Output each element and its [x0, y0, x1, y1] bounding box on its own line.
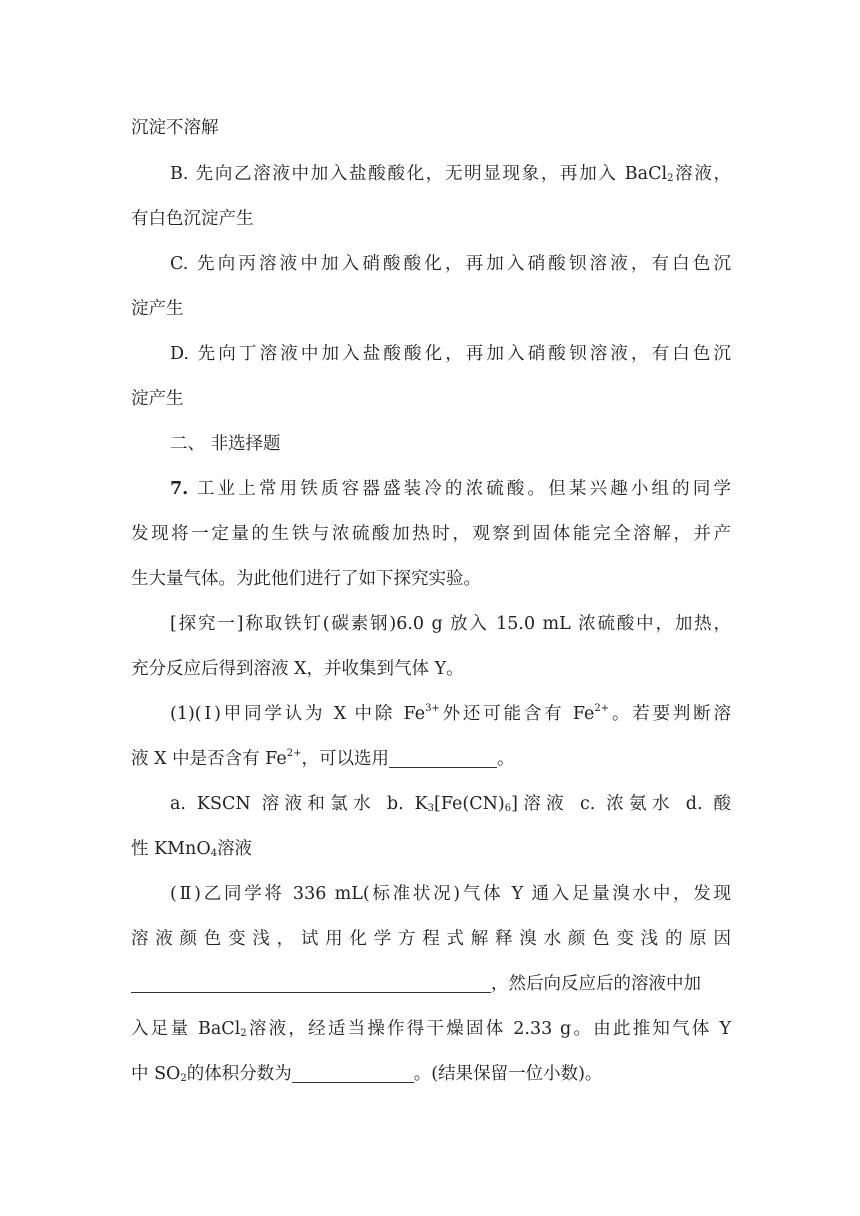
choices-line2: 性 KMnO$_4$溶液: [131, 839, 253, 859]
option-c-line1: C. 先向丙溶液中加入硝酸酸化，再加入硝酸钡溶液，有白色沉: [170, 254, 731, 274]
question-7-line3: 生大量气体。为此他们进行了如下探究实验。: [131, 569, 481, 589]
part1-line1: (1)(Ⅰ)甲同学认为 X 中除 $Fe^{3+}$外还可能含有 $Fe^{2+}$。若要判断溶: [170, 703, 731, 724]
part2-line4: 入足量 BaCl$_2$溶液，经适当操作得干燥固体 2.33 g。由此推知气体 Y: [131, 1019, 731, 1039]
option-d-line1: D. 先向丁溶液中加入盐酸酸化，再加入硝酸钡溶液，有白色沉: [170, 344, 731, 364]
answer-blank-1[interactable]: [389, 747, 497, 768]
explore-line1: [探究一]称取铁钉(碳素钢)6.0 g 放入 15.0 mL 浓硫酸中，加热，: [170, 614, 731, 634]
option-d-line2: 淀产生: [131, 389, 184, 409]
answer-blank-3[interactable]: [292, 1062, 414, 1083]
answer-blank-2[interactable]: [131, 972, 491, 993]
choices-line1: a. KSCN 溶液和氯水 b. $K_3[Fe(CN)_6]$溶液 c. 浓氨水 d. 酸: [170, 794, 731, 814]
part2-line1: (Ⅱ)乙同学将 336 mL(标准状况)气体 Y 通入足量溴水中，发现: [170, 884, 731, 904]
option-c-line2: 淀产生: [131, 299, 184, 319]
part1-line2: 液 X 中是否含有 $Fe^{2+}$，可以选用 。: [131, 748, 515, 769]
part2-line2: 溶液颜色变浅，试用化学方程式解释溴水颜色变浅的原因: [131, 929, 731, 949]
option-b-line2: 有白色沉淀产生: [131, 209, 254, 229]
text-line: 沉淀不溶解: [131, 118, 219, 138]
option-b-line1: B. 先向乙溶液中加入盐酸酸化，无明显现象，再加入 BaCl$_2$溶液，: [170, 164, 732, 184]
part2-line3: ，然后向反应后的溶液中加: [131, 969, 731, 999]
explore-line2: 充分反应后得到溶液 X，并收集到气体 Y。: [131, 659, 464, 679]
question-7-line2: 发现将一定量的生铁与浓硫酸加热时，观察到固体能完全溶解，并产: [131, 524, 731, 544]
part2-line5: 中 $SO_2$的体积分数为 。(结果保留一位小数)。: [131, 1064, 603, 1084]
question-7-line1: 7. 工业上常用铁质容器盛装冷的浓硫酸。但某兴趣小组的同学: [170, 479, 731, 499]
section-heading: 二、 非选择题: [170, 434, 281, 454]
